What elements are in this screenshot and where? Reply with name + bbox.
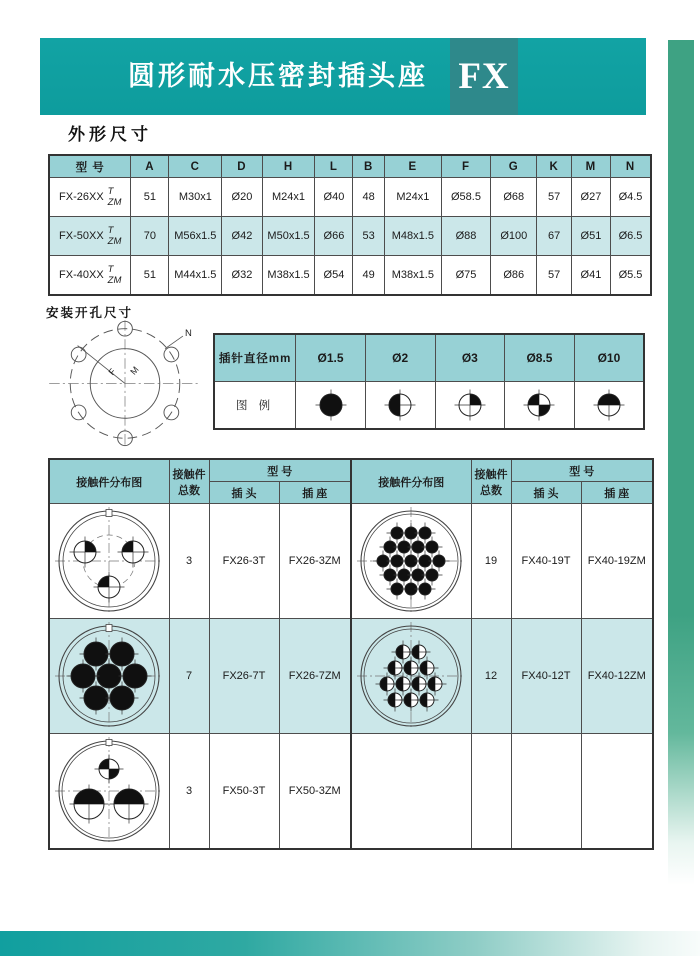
contacts-plug-model: FX40-19T: [511, 504, 581, 619]
contacts-count-header: [471, 459, 511, 504]
contacts-plug-header: 插 头: [209, 482, 279, 504]
contacts-diagram-cell: [351, 504, 471, 619]
dim-table-row: [49, 256, 651, 296]
contacts-count: 7: [169, 619, 209, 734]
dim-col-E: E: [384, 155, 441, 178]
dim-value: Ø75: [441, 256, 490, 296]
pin-diameter-value: Ø8.5: [505, 334, 575, 382]
contacts-row: [49, 504, 653, 619]
connector-diagram: [55, 507, 163, 615]
footer-accent-band: [0, 931, 700, 956]
model-variants: [108, 186, 122, 208]
contacts-count: [471, 734, 511, 850]
contacts-diagram-cell: [49, 504, 169, 619]
pin-diameter-value: Ø2: [365, 334, 435, 382]
dim-value: Ø42: [222, 217, 262, 256]
contacts-socket-model: FX26-7ZM: [279, 619, 351, 734]
model-name: [50, 225, 130, 247]
dim-value: M30x1: [169, 178, 222, 217]
contacts-table: [48, 458, 654, 850]
contacts-count: 19: [471, 504, 511, 619]
dimensions-heading: 外形尺寸: [68, 125, 152, 144]
contacts-count: 3: [169, 734, 209, 850]
model-variants: [108, 225, 122, 247]
dim-label-m: M: [128, 364, 141, 377]
model-name: [50, 186, 130, 208]
dim-col-L: L: [315, 155, 353, 178]
contacts-plug-model: [511, 734, 581, 850]
connector-diagram: [357, 507, 465, 615]
count-line1: 接触件: [172, 468, 206, 481]
dim-value: Ø51: [571, 217, 610, 256]
contacts-row: [49, 619, 653, 734]
dim-value: 57: [537, 256, 571, 296]
contacts-socket-model: FX40-12ZM: [581, 619, 653, 734]
dimensions-table: [48, 154, 652, 296]
model-text: FX-26XX: [59, 191, 104, 203]
contacts-layout-header: 接触件分布图: [351, 459, 471, 504]
variant-label: ZM: [107, 236, 122, 247]
pin-symbol: [454, 390, 485, 421]
legend-symbol-cell: [296, 382, 366, 430]
dim-value: M24x1: [384, 178, 441, 217]
dim-value: 51: [131, 178, 169, 217]
dim-value: 57: [537, 178, 571, 217]
dim-col-A: A: [131, 155, 169, 178]
dim-col-B: B: [353, 155, 384, 178]
contacts-plug-model: FX26-7T: [209, 619, 279, 734]
legend-label: 图 例: [214, 382, 296, 430]
dim-value: M56x1.5: [169, 217, 222, 256]
right-accent-strip: [668, 40, 694, 885]
dim-value: Ø32: [222, 256, 262, 296]
variant-label: T: [107, 225, 114, 236]
dim-value: Ø66: [315, 217, 353, 256]
dim-col-model: 型 号: [49, 155, 131, 178]
dim-col-C: C: [169, 155, 222, 178]
pin-diameter-value: Ø10: [574, 334, 644, 382]
contacts-model-header: 型 号: [209, 459, 351, 482]
variant-label: ZM: [107, 275, 122, 286]
pin-symbol: [593, 390, 624, 421]
contacts-socket-model: FX40-19ZM: [581, 504, 653, 619]
pin-symbol: [315, 390, 346, 421]
pin-diameter-value: Ø3: [435, 334, 505, 382]
pin-symbol: [524, 390, 555, 421]
dim-value: 70: [131, 217, 169, 256]
dim-label-f: F: [106, 366, 118, 378]
series-label: FX: [458, 56, 510, 97]
pin-symbol: [94, 572, 125, 603]
dim-value: Ø6.5: [611, 217, 651, 256]
legend-symbol-cell: [505, 382, 575, 430]
pin-table-header-row: [214, 334, 644, 382]
legend-symbol-cell: [435, 382, 505, 430]
dim-value: Ø27: [571, 178, 610, 217]
legend-symbol-cell: [365, 382, 435, 430]
dim-value: 48: [353, 178, 384, 217]
count-line1: 接触件: [474, 468, 508, 481]
contacts-socket-model: FX50-3ZM: [279, 734, 351, 850]
dim-value: Ø58.5: [441, 178, 490, 217]
contacts-plug-model: FX26-3T: [209, 504, 279, 619]
connector-diagram: [55, 737, 163, 845]
dim-col-D: D: [222, 155, 262, 178]
dim-value: Ø54: [315, 256, 353, 296]
mounting-heading: 安装开孔尺寸: [46, 306, 134, 320]
mounting-hole-drawing: [46, 318, 204, 450]
contacts-plug-header: 插 头: [511, 482, 581, 504]
keyway-notch: [106, 625, 112, 632]
dim-value: Ø20: [222, 178, 262, 217]
pin-symbol: [422, 565, 443, 586]
dim-value: 53: [353, 217, 384, 256]
dim-value: M44x1.5: [169, 256, 222, 296]
dim-col-K: K: [537, 155, 571, 178]
dim-value: Ø86: [491, 256, 537, 296]
model-text: FX-50XX: [59, 230, 104, 242]
keyway-notch: [106, 740, 112, 746]
pin-symbol: [415, 523, 436, 544]
dim-value: M50x1.5: [262, 217, 315, 256]
dim-value: 51: [131, 256, 169, 296]
pin-symbol: [422, 537, 443, 558]
dim-value: 49: [353, 256, 384, 296]
dim-value: Ø40: [315, 178, 353, 217]
contacts-plug-model: FX50-3T: [209, 734, 279, 850]
contacts-socket-header: 插 座: [279, 482, 351, 504]
contacts-layout-header: 接触件分布图: [49, 459, 169, 504]
contacts-socket-model: [581, 734, 653, 850]
pin-symbol: [70, 785, 109, 824]
dim-value: M24x1: [262, 178, 315, 217]
connector-diagram: [357, 622, 465, 730]
dim-col-N: N: [611, 155, 651, 178]
dim-col-F: F: [441, 155, 490, 178]
contacts-diagram-cell: [49, 619, 169, 734]
dim-value: Ø5.5: [611, 256, 651, 296]
model-cell: [49, 178, 131, 217]
dim-value: Ø4.5: [611, 178, 651, 217]
legend-symbol-half-top: [589, 385, 629, 425]
dim-value: 67: [537, 217, 571, 256]
contacts-socket-model: FX26-3ZM: [279, 504, 351, 619]
dim-value: M38x1.5: [262, 256, 315, 296]
dim-table-row: [49, 178, 651, 217]
contacts-count: 3: [169, 504, 209, 619]
contacts-count: 12: [471, 619, 511, 734]
dim-col-M: M: [571, 155, 610, 178]
connector-diagram: [55, 622, 163, 730]
pin-symbol: [70, 537, 101, 568]
model-name: [50, 264, 130, 286]
variant-label: T: [107, 186, 114, 197]
series-badge: [450, 38, 518, 115]
variant-label: ZM: [107, 197, 122, 208]
model-text: FX-40XX: [59, 269, 104, 281]
dim-value: Ø41: [571, 256, 610, 296]
contacts-model-header: 型 号: [511, 459, 653, 482]
contacts-plug-model: FX40-12T: [511, 619, 581, 734]
contacts-socket-header: 插 座: [581, 482, 653, 504]
dim-col-H: H: [262, 155, 315, 178]
model-cell: [49, 256, 131, 296]
pin-symbol: [385, 390, 416, 421]
count-line2: 总数: [178, 484, 200, 497]
pin-diameter-value: Ø1.5: [296, 334, 366, 382]
variant-label: T: [107, 264, 114, 275]
count-line2: 总数: [480, 484, 502, 497]
pin-diameter-table: [213, 333, 645, 430]
legend-symbol-full: [311, 385, 351, 425]
dim-table-row: [49, 217, 651, 256]
pin-symbol: [415, 579, 436, 600]
dim-label-n: N: [185, 328, 192, 340]
contacts-count-header: [169, 459, 209, 504]
pin-legend-row: [214, 382, 644, 430]
contacts-diagram-cell: [49, 734, 169, 850]
model-variants: [108, 264, 122, 286]
model-cell: [49, 217, 131, 256]
legend-symbol-half-left: [380, 385, 420, 425]
dim-value: M38x1.5: [384, 256, 441, 296]
dim-table-header-row: [49, 155, 651, 178]
dim-col-G: G: [491, 155, 537, 178]
page-title: 圆形耐水压密封插头座: [128, 61, 428, 91]
legend-symbol-quad-ur: [450, 385, 490, 425]
dim-value: M48x1.5: [384, 217, 441, 256]
keyway-notch: [106, 510, 112, 517]
contacts-diagram-cell: [351, 734, 471, 850]
dim-value: Ø68: [491, 178, 537, 217]
pin-diameter-label: 插针直径mm: [214, 334, 296, 382]
mounting-drawing-svg: [46, 318, 204, 450]
pin-symbol: [118, 537, 149, 568]
contacts-diagram-cell: [351, 619, 471, 734]
contacts-header-row-1: [49, 459, 653, 482]
legend-symbol-cell: [574, 382, 644, 430]
legend-symbol-quad-ul-lr: [519, 385, 559, 425]
pin-symbol: [110, 785, 149, 824]
dim-value: Ø88: [441, 217, 490, 256]
pin-symbol: [95, 755, 124, 784]
dim-value: Ø100: [491, 217, 537, 256]
header-band: [40, 38, 646, 115]
pin-symbol: [429, 551, 450, 572]
contacts-row: [49, 734, 653, 850]
